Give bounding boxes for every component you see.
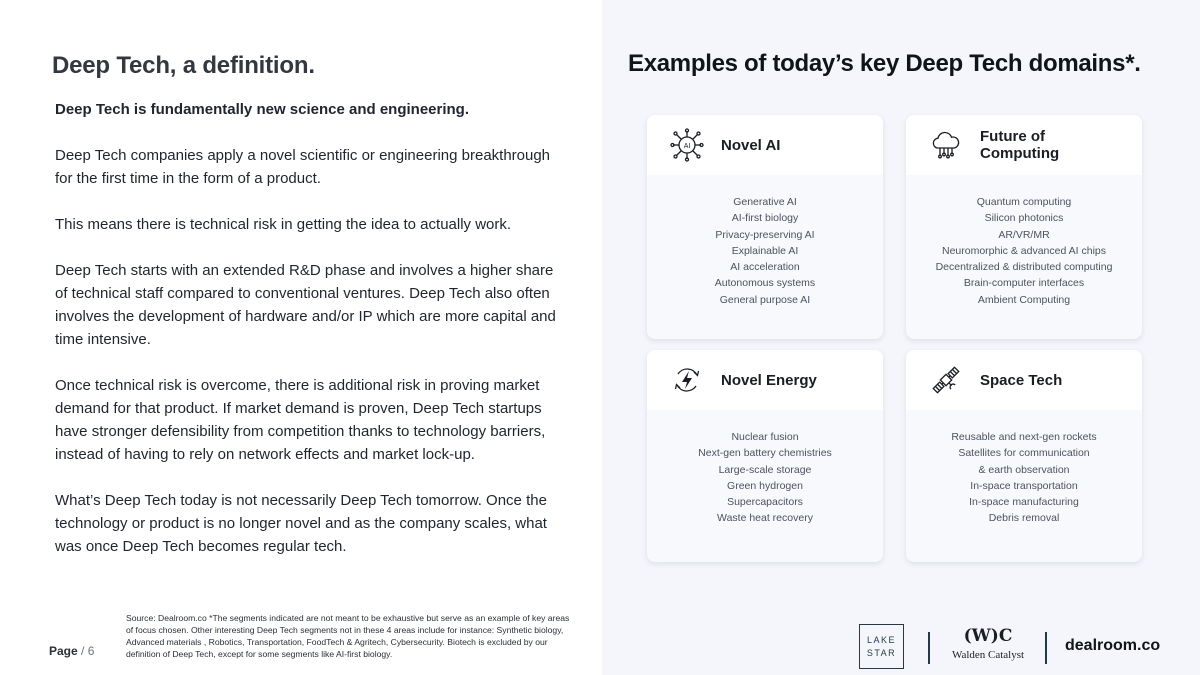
list-item: Nuclear fusion bbox=[731, 431, 799, 443]
list-item: Explainable AI bbox=[731, 244, 799, 257]
list-item: AR/VR/MR bbox=[998, 228, 1050, 241]
card-header bbox=[906, 115, 1142, 175]
dealroom-logo: dealroom.co bbox=[1065, 637, 1161, 654]
list-item: Autonomous systems bbox=[714, 277, 816, 290]
list-item: Generative AI bbox=[733, 196, 797, 208]
card-item-list bbox=[906, 175, 1142, 308]
list-item: General purpose AI bbox=[719, 293, 811, 306]
page-indicator bbox=[49, 644, 94, 658]
card-title: Future of Computing bbox=[980, 128, 1060, 162]
list-item: Privacy-preserving AI bbox=[715, 228, 815, 241]
logo-divider bbox=[928, 632, 930, 664]
logo-text: LAKE bbox=[866, 634, 896, 645]
card-item-list bbox=[647, 175, 883, 308]
definition-paragraph: This means there is technical risk in getting the idea to actually work. bbox=[55, 216, 512, 233]
definition-paragraph: Once technical risk is overcome, there is additional risk in proving market demand for that product. If market demand is proven, Deep Tech startups have stronger defensibility from competition thanks to technology barriers, instead of having to rely on network effects and market lock-up. bbox=[55, 377, 546, 463]
domain-card-space-tech bbox=[906, 350, 1142, 562]
list-item: Reusable and next-gen rockets bbox=[951, 431, 1097, 443]
definition-lead: Deep Tech is fundamentally new science and engineering. bbox=[55, 101, 470, 118]
page-number: / 6 bbox=[81, 644, 95, 658]
card-item-list bbox=[906, 410, 1142, 527]
list-item: Quantum computing bbox=[976, 196, 1072, 208]
list-item: Large-scale storage bbox=[718, 463, 812, 476]
definition-paragraph: What’s Deep Tech today is not necessarily Deep Tech tomorrow. Once the technology or product is no longer novel and as the company scales, what was once Deep Tech becomes regular tech. bbox=[55, 492, 547, 555]
definition-title: Deep Tech, a definition. bbox=[52, 52, 315, 79]
card-title: Novel AI bbox=[721, 136, 781, 154]
list-item: Waste heat recovery bbox=[717, 512, 813, 525]
card-header bbox=[906, 350, 1142, 410]
page-label: Page bbox=[49, 644, 78, 658]
list-item: Green hydrogen bbox=[727, 479, 803, 492]
list-item: Decentralized & distributed computing bbox=[935, 261, 1113, 274]
list-item: AI-first biology bbox=[731, 212, 799, 225]
cloud-computing-icon bbox=[928, 127, 964, 163]
definition-body bbox=[55, 98, 565, 581]
list-item: Next-gen battery chemistries bbox=[698, 447, 832, 460]
domain-card-novel-energy bbox=[647, 350, 883, 562]
card-item-list bbox=[647, 410, 883, 527]
domain-card-novel-ai bbox=[647, 115, 883, 339]
list-item: AI acceleration bbox=[730, 261, 800, 274]
definition-paragraph: Deep Tech starts with an extended R&D phase and involves a higher share of technical staff compared to conventional ventures. Deep Tech also often involves the development of hardware and/or IP which are more capital and time intensive. bbox=[55, 262, 556, 348]
list-item: Supercapacitors bbox=[727, 496, 803, 509]
definition-paragraph: Deep Tech companies apply a novel scientific or engineering breakthrough for the first time in the form of a product. bbox=[55, 147, 551, 187]
logo-text: STAR bbox=[866, 647, 897, 658]
svg-text:AI: AI bbox=[683, 143, 691, 150]
list-item: Satellites for communication bbox=[958, 447, 1090, 460]
card-header bbox=[647, 350, 883, 410]
list-item: In-space manufacturing bbox=[969, 496, 1079, 509]
list-item: & earth observation bbox=[978, 463, 1070, 476]
walden-catalyst-logo bbox=[944, 624, 1032, 670]
source-footnote: Source: Dealroom.co *The segments indicated are not meant to be exhaustive but serve as an example of key areas of focus chosen. Other interesting Deep Tech segments not in these 4 areas include for instance: Synthetic biology, Advanced materials , Robotics, Transportation, FoodTech & Agritech, Cybersecurity. Biotech is excluded by our definition of Deep Tech, except for some segments like AI-first biology. bbox=[126, 613, 570, 659]
logo-divider bbox=[1045, 632, 1047, 664]
list-item: Brain-computer interfaces bbox=[963, 277, 1085, 290]
satellite-icon bbox=[928, 362, 964, 398]
card-title: Space Tech bbox=[980, 371, 1063, 389]
list-item: Ambient Computing bbox=[977, 293, 1071, 306]
walden-mark: (W)C bbox=[963, 626, 1013, 646]
walden-name: Walden Catalyst bbox=[951, 649, 1025, 661]
card-title: Novel Energy bbox=[721, 371, 817, 389]
card-header bbox=[647, 115, 883, 175]
list-item: Silicon photonics bbox=[984, 212, 1064, 225]
lake-star-logo bbox=[859, 624, 904, 669]
energy-bolt-icon bbox=[669, 362, 705, 398]
domains-title: Examples of today’s key Deep Tech domains*. bbox=[628, 50, 1141, 77]
list-item: Debris removal bbox=[988, 512, 1060, 525]
domain-card-future-of-computing bbox=[906, 115, 1142, 339]
list-item: In-space transportation bbox=[970, 479, 1078, 492]
ai-chip-icon bbox=[669, 127, 705, 163]
list-item: Neuromorphic & advanced AI chips bbox=[941, 244, 1106, 257]
